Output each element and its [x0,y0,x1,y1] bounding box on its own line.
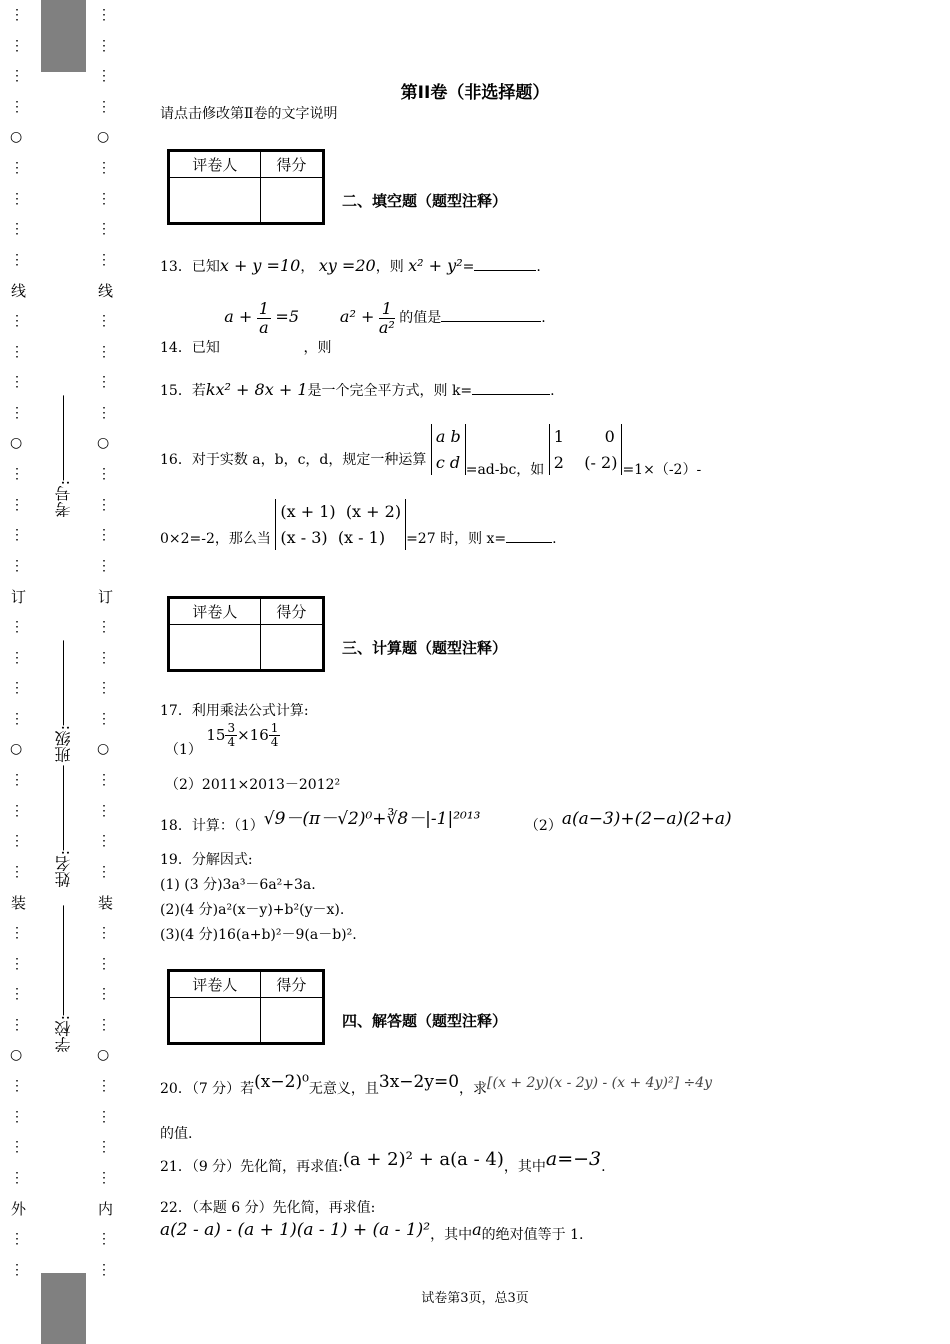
score-box-reviewer: 评卷人 [170,599,261,625]
question-15: 15．若kx² + 8x + 1是一个完全平方式，则 k= . [160,380,555,399]
school-field-label: 学校: [52,905,75,1052]
outer-binding-dots: ⋮ [10,557,24,574]
inner-binding-dots: ⋮ [97,1261,111,1278]
inner-binding-dots: ⋮ [97,313,111,329]
outer-binding-dots: ⋮ [10,986,24,1003]
inner-binding-dots: ⋮ [97,343,111,360]
score-box [167,596,325,672]
outer-binding-dots: ⋮ [10,98,24,115]
outer-binding-dots: ⋮ [10,710,24,727]
answer-blank-15[interactable] [472,380,550,395]
score-box [167,969,325,1045]
inner-binding-dots: ⋮ [97,404,111,421]
inner-binding-dots: ⋮ [97,251,111,268]
inner-binding-dots: ⋮ [97,649,111,666]
outer-binding-dots: ⋮ [10,466,24,482]
outer-binding-circle: ○ [10,741,23,758]
inner-binding-char: 线 [96,283,114,299]
outer-binding-dots: ⋮ [10,313,24,329]
page-footer: 试卷第3页，总3页 [421,1291,529,1306]
section-heading-fill-blank: 二、填空题（题型注释） [342,192,508,210]
outer-binding-dots: ⋮ [10,1139,24,1156]
outer-binding-dots: ⋮ [10,160,24,176]
score-box-score-cell[interactable] [260,625,322,670]
question-17-part-1: （1） 15 $\frac{3}{4}$ ×16 $\frac{1}{4}$ [165,721,279,758]
question-18: 18．计算：（1）√9－(π－√2)⁰+∛8－|-1|²⁰¹³ （2）a(a−3)+(2−a)(2+a) [160,809,732,834]
determinant-x: (x + 1) (x + 2) (x - 3) (x - 1) [275,499,406,550]
score-box-score-cell[interactable] [260,998,322,1043]
outer-binding-dots: ⋮ [10,221,24,238]
fraction-1-over-a-squared: $\frac{1}{\text{a²}}$ [378,299,395,337]
class-field-label: 班级: [52,640,75,762]
question-17-part-2: （2）2011×2013－2012² [165,777,341,793]
outer-binding-dots: ⋮ [10,772,24,788]
inner-binding-dots: ⋮ [97,986,111,1003]
outer-binding-dots: ⋮ [10,527,24,544]
inner-binding-dots: ⋮ [97,190,111,207]
inner-binding-dots: ⋮ [97,466,111,482]
answer-blank-16[interactable] [506,528,552,543]
inner-binding-dots: ⋮ [97,802,111,819]
outer-binding-dots: ⋮ [10,1016,24,1033]
outer-binding-dots: ⋮ [10,496,24,513]
inner-binding-dots: ⋮ [97,1169,111,1186]
inner-binding-dots: ⋮ [97,37,111,54]
question-14: 14．已知 a + $\frac{1}{a}$ =5 ，则 a² + $\frac{1}{\text{a²}}$ 的值是 . [160,299,546,357]
outer-binding-dots: ⋮ [10,1261,24,1278]
determinant-example: 1 0 2 (- 2) [549,424,623,475]
outer-binding-dots: ⋮ [10,251,24,268]
inner-binding-dots: ⋮ [97,1016,111,1033]
inner-binding-dots: ⋮ [97,710,111,727]
outer-binding-circle: ○ [10,435,23,452]
outer-binding-circle: ○ [10,1047,23,1064]
inner-binding-circle: ○ [97,435,110,452]
outer-binding-dots: ⋮ [10,680,24,697]
score-box-score-cell[interactable] [260,178,322,223]
question-13: 13．已知x + y =10， xy =20，则 x² + y²= . [160,256,541,275]
inner-binding-dots: ⋮ [97,833,111,850]
inner-binding-dots: ⋮ [97,863,111,880]
inner-binding-dots: ⋮ [97,7,111,23]
score-box-score: 得分 [260,972,322,998]
inner-binding-char: 订 [96,589,114,605]
inner-binding-dots: ⋮ [97,1139,111,1156]
inner-binding-dots: ⋮ [97,527,111,544]
mixed-number-expr: 15 $\frac{3}{4}$ ×16 $\frac{1}{4}$ [206,721,279,750]
fraction-1-over-a: $\frac{1}{a}$ [258,299,269,337]
outer-binding-dots: ⋮ [10,1108,24,1125]
outer-binding-char: 外 [9,1201,27,1217]
outer-binding-dots: ⋮ [10,1169,24,1186]
outer-binding-char: 线 [9,283,27,299]
outer-binding-dots: ⋮ [10,374,24,391]
outer-binding-dots: ⋮ [10,190,24,207]
question-19-part-1: (1) (3 分)3a³－6a²+3a. [160,877,316,893]
outer-binding-dots: ⋮ [10,343,24,360]
question-17: 17．利用乘法公式计算: [160,703,309,719]
score-box-score: 得分 [260,599,322,625]
inner-binding-dots: ⋮ [97,955,111,972]
inner-binding-circle: ○ [97,129,110,146]
outer-binding-dots: ⋮ [10,649,24,666]
inner-binding-dots: ⋮ [97,772,111,788]
outer-binding-char: 装 [9,895,27,911]
name-field-label: 姓名: [52,765,75,887]
inner-binding-dots: ⋮ [97,1231,111,1247]
inner-binding-dots: ⋮ [97,925,111,941]
question-20-line-2: 的值. [160,1126,193,1142]
outer-binding-dots: ⋮ [10,404,24,421]
outer-binding-dots: ⋮ [10,863,24,880]
question-20: 20．（7 分）若(x−2)⁰无意义，且3x−2y=0，求[(x + 2y)(x - 2y) - (x + 4y)²] ÷4y [160,1072,713,1097]
page-title: 第II卷（非选择题） [400,83,550,103]
question-16-line-2: 0×2=-2，那么当 (x + 1) (x + 2) (x - 3) (x - 1) =27 时，则 x= . [160,499,557,550]
outer-binding-dots: ⋮ [10,955,24,972]
inner-binding-dots: ⋮ [97,680,111,697]
question-21: 21．（9 分）先化简，再求值:(a + 2)² + a(a - 4)，其中a=−3. [160,1148,606,1175]
outer-binding-dots: ⋮ [10,7,24,23]
question-19-part-3: (3)(4 分)16(a+b)²－9(a－b)². [160,927,357,943]
section-heading-calculation: 三、计算题（题型注释） [342,639,508,657]
question-22: 22．（本题 6 分）先化简，再求值: [160,1200,376,1216]
question-19-part-2: (2)(4 分)a²(x－y)+b²(y－x). [160,902,345,918]
score-box-reviewer-cell[interactable] [170,998,261,1043]
binding-gray-block-bottom [41,1273,86,1344]
inner-binding-dots: ⋮ [97,1108,111,1125]
inner-binding-dots: ⋮ [97,221,111,238]
score-box-reviewer: 评卷人 [170,152,261,178]
score-box-score: 得分 [260,152,322,178]
question-16: 16．对于实数 a，b，c，d，规定一种运算 a b c d =ad-bc，如 1 0 2 (- 2) =1×（-2）- [160,424,701,475]
score-box-reviewer: 评卷人 [170,972,261,998]
inner-binding-circle: ○ [97,741,110,758]
outer-binding-dots: ⋮ [10,925,24,941]
inner-binding-dots: ⋮ [97,496,111,513]
binding-gray-block-top [41,0,86,72]
outer-binding-char: 订 [9,589,27,605]
inner-binding-dots: ⋮ [97,1078,111,1094]
outer-binding-dots: ⋮ [10,833,24,850]
outer-binding-dots: ⋮ [10,1231,24,1247]
inner-binding-dots: ⋮ [97,557,111,574]
inner-binding-circle: ○ [97,1047,110,1064]
question-22-line-2: a(2 - a) - (a + 1)(a - 1) + (a - 1)²，其中a的绝对值等于 1. [160,1220,584,1243]
exam-number-field-label: 考号: [52,395,75,517]
outer-binding-circle: ○ [10,129,23,146]
determinant-abcd: a b c d [431,424,466,475]
binding-dots-inner [97,0,113,1344]
outer-binding-dots: ⋮ [10,1078,24,1094]
page-subtitle: 请点击修改第Ⅱ卷的文字说明 [160,106,338,122]
outer-binding-dots: ⋮ [10,37,24,54]
outer-binding-dots: ⋮ [10,619,24,635]
binding-dots-outer [10,0,26,1344]
inner-binding-dots: ⋮ [97,619,111,635]
question-19: 19．分解因式: [160,852,253,868]
inner-binding-dots: ⋮ [97,68,111,85]
inner-binding-char: 装 [96,895,114,911]
outer-binding-dots: ⋮ [10,68,24,85]
inner-binding-dots: ⋮ [97,98,111,115]
inner-binding-dots: ⋮ [97,374,111,391]
answer-blank-13[interactable] [474,256,536,271]
outer-binding-dots: ⋮ [10,802,24,819]
score-box-reviewer-cell[interactable] [170,178,261,223]
section-heading-answer: 四、解答题（题型注释） [342,1012,508,1030]
answer-blank-14[interactable] [441,307,541,322]
inner-binding-char: 内 [96,1201,114,1217]
score-box-reviewer-cell[interactable] [170,625,261,670]
score-box [167,149,325,225]
inner-binding-dots: ⋮ [97,160,111,176]
